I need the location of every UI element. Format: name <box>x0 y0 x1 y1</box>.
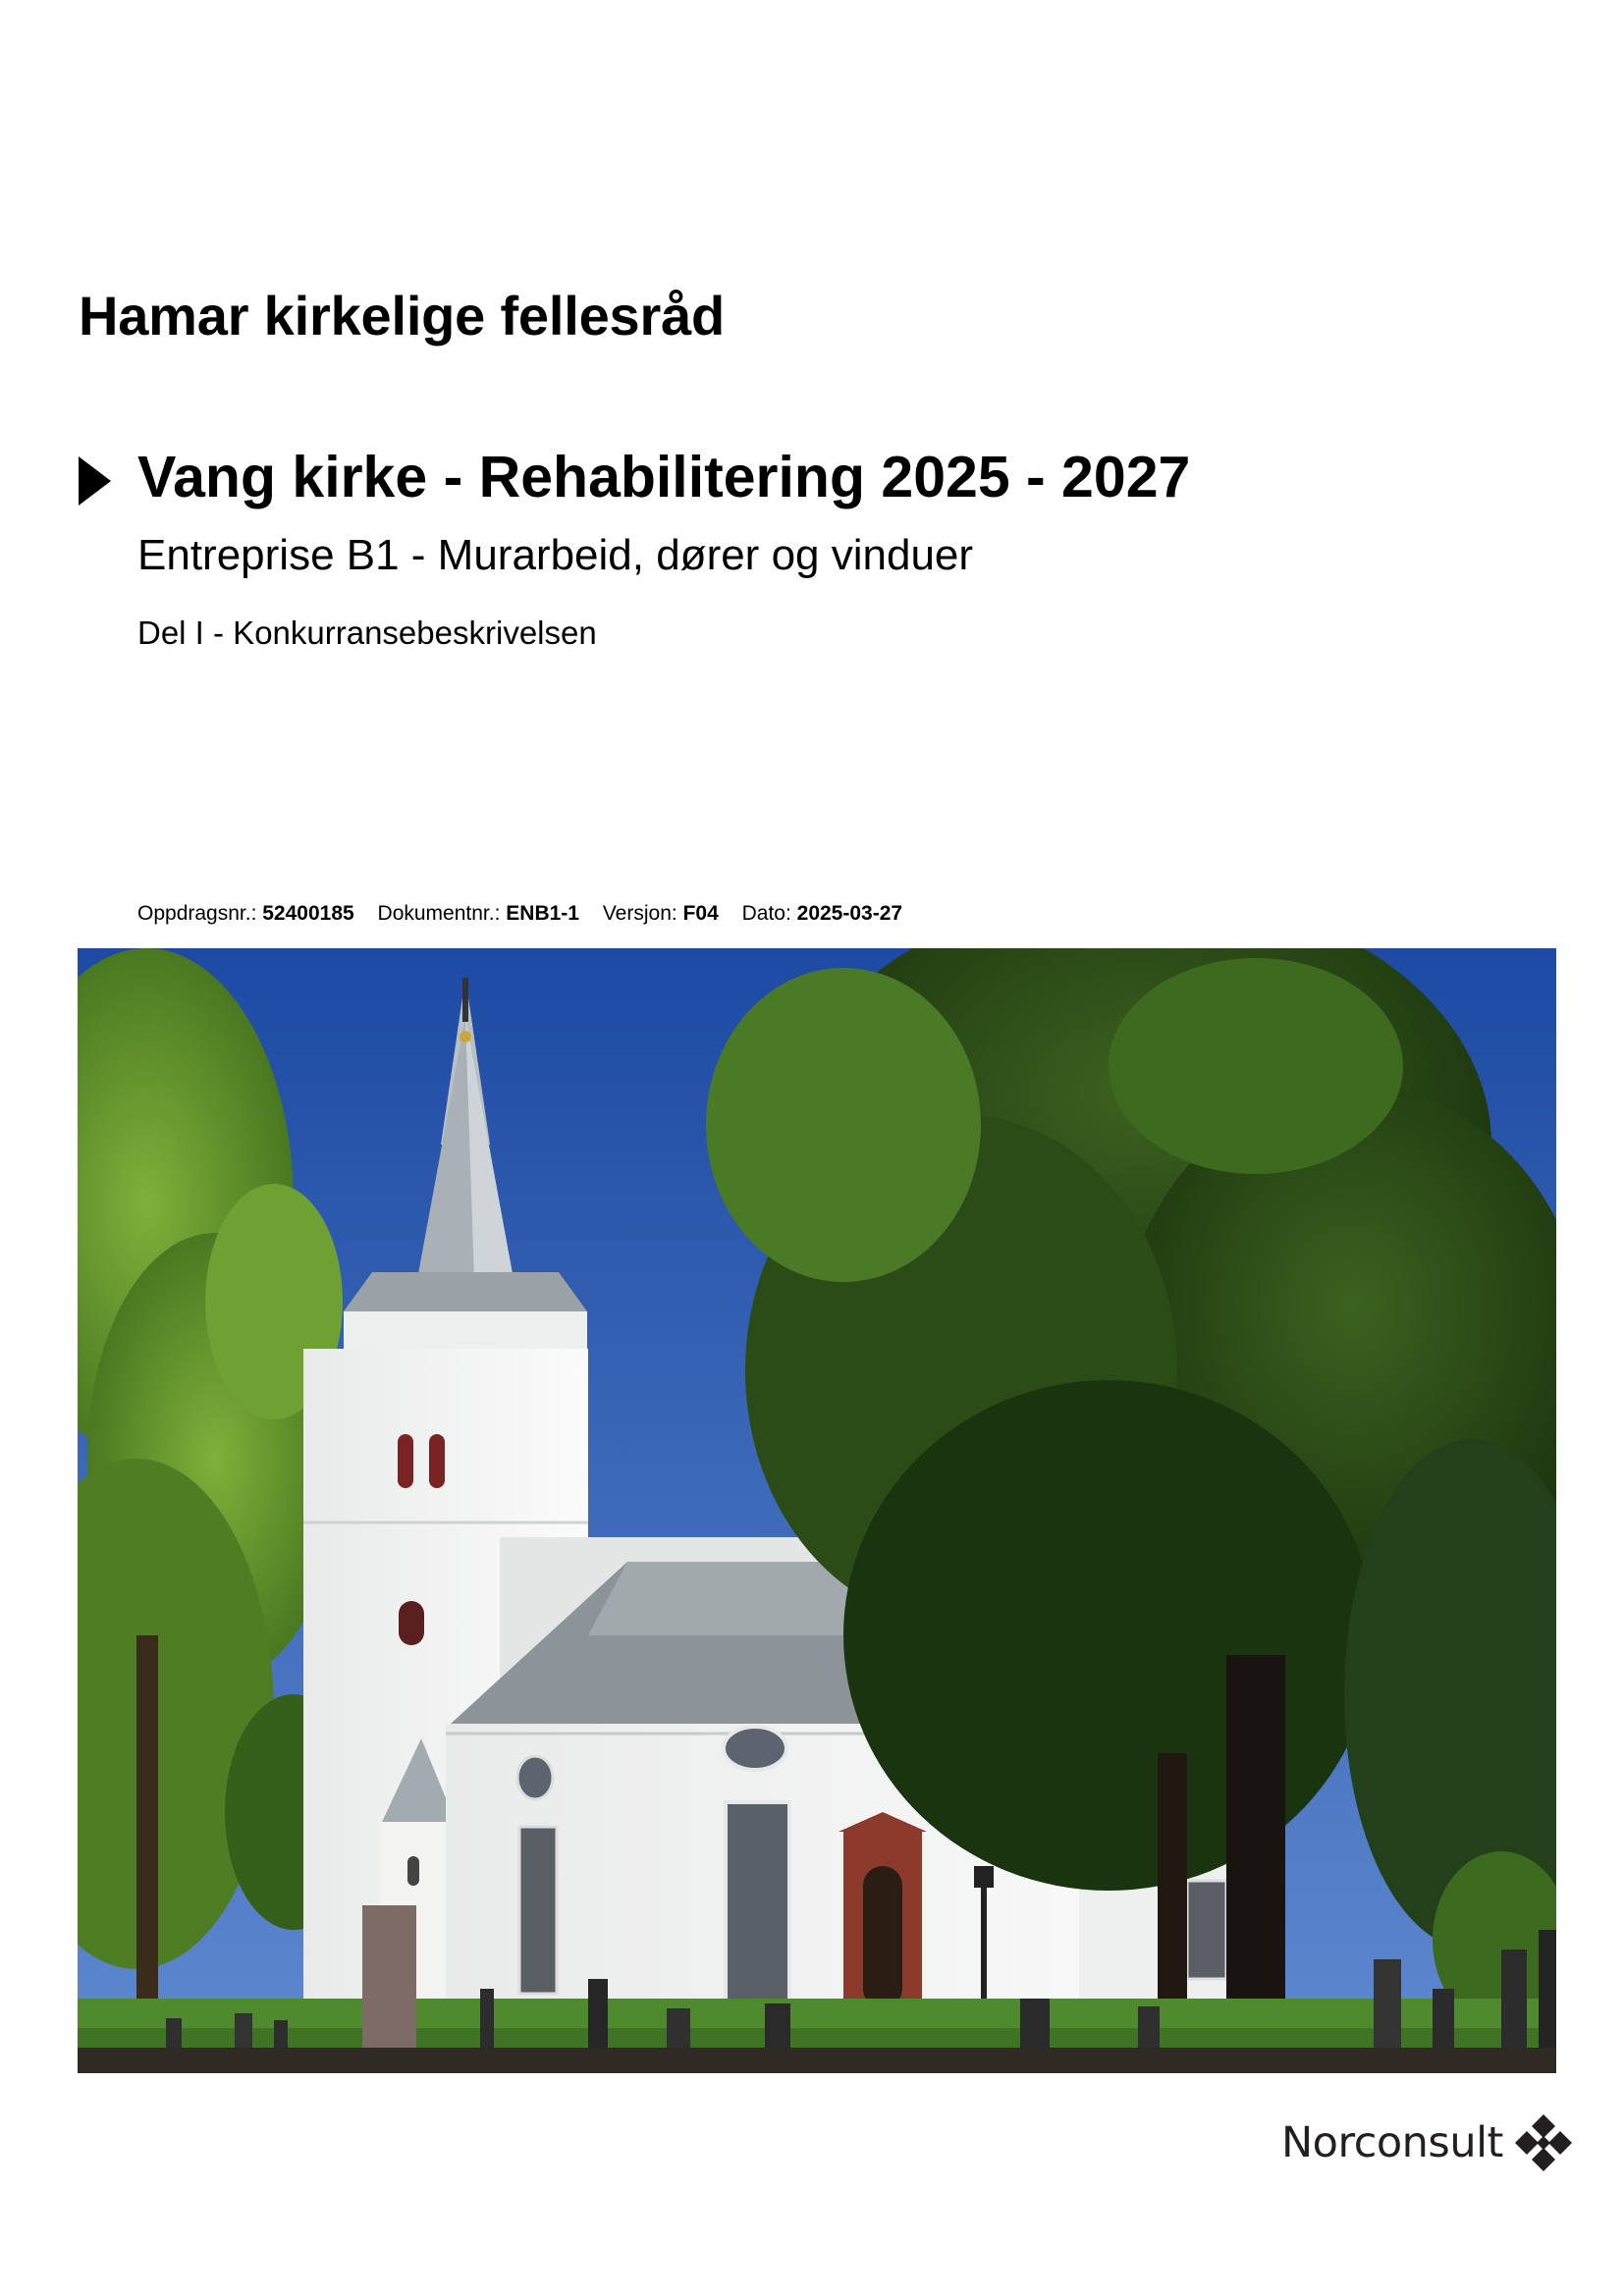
assignment-number: 52400185 <box>262 902 354 925</box>
document-number: ENB1-1 <box>506 902 579 925</box>
assignment-label: Oppdragsnr.: <box>137 902 257 925</box>
church-photo <box>78 948 1556 2073</box>
client-name: Hamar kirkelige fellesråd <box>79 285 726 347</box>
document-number-label: Dokumentnr.: <box>377 902 501 925</box>
norconsult-logo <box>1281 2109 1574 2177</box>
title-arrow-icon <box>79 456 111 506</box>
date-value: 2025-03-27 <box>796 902 903 925</box>
document-meta <box>137 901 920 927</box>
date-label: Dato: <box>741 902 791 925</box>
version-label: Versjon: <box>602 902 677 925</box>
document-subtitle: Entreprise B1 - Murarbeid, dører og vinduer <box>137 531 974 579</box>
version-value: F04 <box>682 902 719 925</box>
diamond-cluster-icon <box>1513 2112 1574 2173</box>
document-title: Vang kirke - Rehabilitering 2025 - 2027 <box>137 445 1191 509</box>
document-part: Del I - Konkurransebeskrivelsen <box>137 614 597 651</box>
logo-text: Norconsult <box>1281 2118 1503 2167</box>
